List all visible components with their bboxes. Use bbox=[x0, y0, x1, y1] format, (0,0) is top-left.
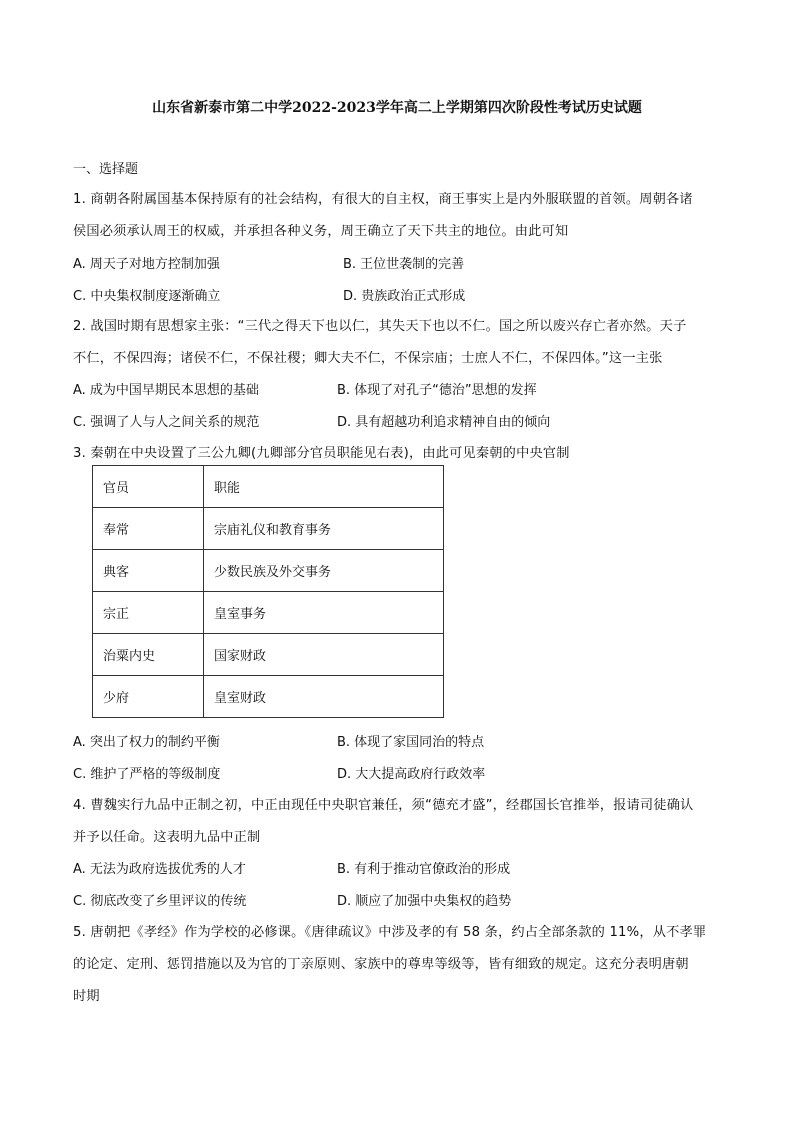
table-cell: 官员 bbox=[93, 466, 204, 508]
table-cell: 奉常 bbox=[93, 508, 204, 550]
question-2-line-2: 不仁，不保四海；诸侯不仁，不保社稷；卿大夫不仁，不保宗庙；士庶人不仁，不保四体。”这一主张 bbox=[73, 351, 663, 366]
question-5-line-3: 时期 bbox=[73, 989, 100, 1004]
question-2-option-d: D. 具有超越功利追求精神自由的倾向 bbox=[337, 415, 551, 430]
question-5-line-2: 的论定、定刑、惩罚措施以及为官的丁亲原则、家族中的尊卑等级等，皆有细致的规定。这充分表明唐朝 bbox=[73, 957, 689, 972]
question-3-option-b: B. 体现了家国同治的特点 bbox=[337, 735, 485, 750]
table-cell: 治粟内史 bbox=[93, 634, 204, 676]
table-cell: 少数民族及外交事务 bbox=[204, 550, 444, 592]
question-3-line-1: 3. 秦朝在中央设置了三公九卿(九卿部分官员职能见右表)，由此可见秦朝的中央官制 bbox=[73, 446, 570, 461]
exam-title: 山东省新泰市第二中学2022-2023学年高二上学期第四次阶段性考试历史试题 bbox=[152, 100, 642, 116]
table-cell: 典客 bbox=[93, 550, 204, 592]
table-cell: 职能 bbox=[204, 466, 444, 508]
question-4-option-b: B. 有利于推动官僚政治的形成 bbox=[337, 862, 511, 877]
question-1-line-2: 侯国必须承认周王的权威，并承担各种义务，周王确立了天下共主的地位。由此可知 bbox=[73, 224, 569, 239]
question-1-line-1: 1. 商朝各附属国基本保持原有的社会结构，有很大的自主权，商王事实上是内外服联盟的首领。周朝各诸 bbox=[73, 192, 693, 207]
question-4-option-c: C. 彻底改变了乡里评议的传统 bbox=[73, 894, 247, 909]
question-1-option-a: A. 周天子对地方控制加强 bbox=[73, 257, 220, 272]
question-3-option-c: C. 维护了严格的等级制度 bbox=[73, 767, 221, 782]
officials-table bbox=[92, 465, 444, 718]
table-row bbox=[93, 634, 444, 676]
table-row bbox=[93, 676, 444, 718]
question-4-option-a: A. 无法为政府选拔优秀的人才 bbox=[73, 862, 246, 877]
table-cell: 少府 bbox=[93, 676, 204, 718]
table-cell: 宗正 bbox=[93, 592, 204, 634]
question-2-option-a: A. 成为中国早期民本思想的基础 bbox=[73, 383, 259, 398]
table-cell: 皇室财政 bbox=[204, 676, 444, 718]
question-5-line-1: 5. 唐朝把《孝经》作为学校的必修课。《唐律疏议》中涉及孝的有 58 条，约占全部条款的 11%，从不孝罪 bbox=[73, 925, 707, 940]
question-3-option-d: D. 大大提高政府行政效率 bbox=[337, 767, 486, 782]
question-4-line-2: 并予以任命。这表明九品中正制 bbox=[73, 830, 261, 845]
table-header-row bbox=[93, 466, 444, 508]
question-2-option-c: C. 强调了人与人之间关系的规范 bbox=[73, 415, 260, 430]
question-1-option-d: D. 贵族政治正式形成 bbox=[343, 289, 466, 304]
table-cell: 国家财政 bbox=[204, 634, 444, 676]
question-4-option-d: D. 顺应了加强中央集权的趋势 bbox=[337, 894, 512, 909]
table-row bbox=[93, 508, 444, 550]
question-3-option-a: A. 突出了权力的制约平衡 bbox=[73, 735, 220, 750]
question-2-option-b: B. 体现了对孔子“德治”思想的发挥 bbox=[337, 383, 537, 398]
question-2-line-1: 2. 战国时期有思想家主张：“三代之得天下也以仁，其失天下也以不仁。国之所以废兴存亡者亦然。天子 bbox=[73, 319, 687, 334]
question-4-line-1: 4. 曹魏实行九品中正制之初，中正由现任中央职官兼任，须“德充才盛”，经郡国长官推举，报请司徒确认 bbox=[73, 798, 694, 813]
question-1-option-c: C. 中央集权制度逐渐确立 bbox=[73, 289, 221, 304]
question-1-option-b: B. 王位世袭制的完善 bbox=[343, 257, 465, 272]
table-row bbox=[93, 550, 444, 592]
table-row bbox=[93, 592, 444, 634]
section-heading: 一、选择题 bbox=[73, 162, 139, 177]
table-cell: 皇室事务 bbox=[204, 592, 444, 634]
table-cell: 宗庙礼仪和教育事务 bbox=[204, 508, 444, 550]
